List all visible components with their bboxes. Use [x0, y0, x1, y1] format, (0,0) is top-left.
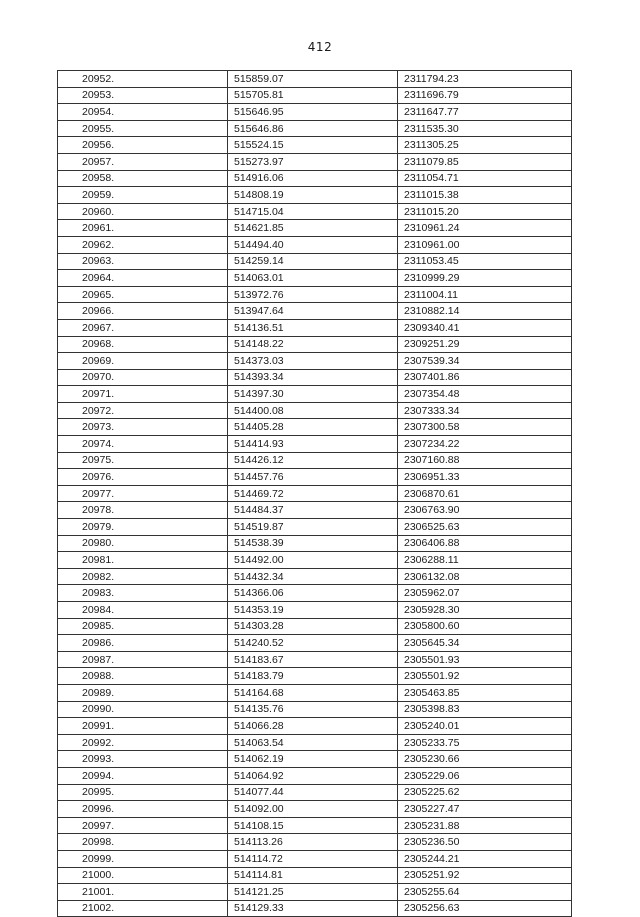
y-coordinate-cell: 2310882.14 — [398, 303, 572, 320]
x-coordinate-cell: 514303.28 — [228, 618, 398, 635]
point-number-cell: 20992. — [58, 734, 228, 751]
y-coordinate-cell: 2306763.90 — [398, 502, 572, 519]
point-number-cell: 20973. — [58, 419, 228, 436]
x-coordinate-cell: 514621.85 — [228, 220, 398, 237]
y-coordinate-cell: 2307160.88 — [398, 452, 572, 469]
y-coordinate-cell: 2306288.11 — [398, 552, 572, 569]
y-coordinate-cell: 2307354.48 — [398, 386, 572, 403]
table-row — [58, 452, 572, 469]
y-coordinate-cell: 2305229.06 — [398, 767, 572, 784]
point-number-cell: 20980. — [58, 535, 228, 552]
y-coordinate-cell: 2305800.60 — [398, 618, 572, 635]
point-number-cell: 20967. — [58, 319, 228, 336]
x-coordinate-cell: 515646.86 — [228, 120, 398, 137]
table-row — [58, 104, 572, 121]
point-number-cell: 20974. — [58, 436, 228, 453]
table-row — [58, 602, 572, 619]
y-coordinate-cell: 2311015.20 — [398, 203, 572, 220]
x-coordinate-cell: 513972.76 — [228, 286, 398, 303]
table-row — [58, 568, 572, 585]
y-coordinate-cell: 2307234.22 — [398, 436, 572, 453]
point-number-cell: 20987. — [58, 651, 228, 668]
y-coordinate-cell: 2307300.58 — [398, 419, 572, 436]
point-number-cell: 20969. — [58, 353, 228, 370]
point-number-cell: 20966. — [58, 303, 228, 320]
table-row — [58, 469, 572, 486]
x-coordinate-cell: 514113.26 — [228, 834, 398, 851]
table-row — [58, 220, 572, 237]
point-number-cell: 20991. — [58, 718, 228, 735]
y-coordinate-cell: 2311054.71 — [398, 170, 572, 187]
y-coordinate-cell: 2307539.34 — [398, 353, 572, 370]
point-number-cell: 20954. — [58, 104, 228, 121]
point-number-cell: 20984. — [58, 602, 228, 619]
table-row — [58, 502, 572, 519]
x-coordinate-cell: 514183.67 — [228, 651, 398, 668]
table-row — [58, 850, 572, 867]
table-row — [58, 436, 572, 453]
y-coordinate-cell: 2305233.75 — [398, 734, 572, 751]
point-number-cell: 20985. — [58, 618, 228, 635]
y-coordinate-cell: 2311015.38 — [398, 187, 572, 204]
table-row — [58, 784, 572, 801]
table-row — [58, 834, 572, 851]
y-coordinate-cell: 2305231.88 — [398, 817, 572, 834]
x-coordinate-cell: 514063.01 — [228, 270, 398, 287]
y-coordinate-cell: 2310999.29 — [398, 270, 572, 287]
x-coordinate-cell: 514715.04 — [228, 203, 398, 220]
table-row — [58, 734, 572, 751]
table-row — [58, 668, 572, 685]
x-coordinate-cell: 514457.76 — [228, 469, 398, 486]
table-row — [58, 303, 572, 320]
y-coordinate-cell: 2305225.62 — [398, 784, 572, 801]
x-coordinate-cell: 514353.19 — [228, 602, 398, 619]
x-coordinate-cell: 514808.19 — [228, 187, 398, 204]
y-coordinate-cell: 2306525.63 — [398, 519, 572, 536]
table-row — [58, 651, 572, 668]
x-coordinate-cell: 514492.00 — [228, 552, 398, 569]
point-number-cell: 20970. — [58, 369, 228, 386]
x-coordinate-cell: 514064.92 — [228, 767, 398, 784]
table-row — [58, 286, 572, 303]
page-number: 412 — [307, 40, 333, 54]
x-coordinate-cell: 514519.87 — [228, 519, 398, 536]
x-coordinate-cell: 514063.54 — [228, 734, 398, 751]
table-row — [58, 585, 572, 602]
point-number-cell: 20957. — [58, 153, 228, 170]
x-coordinate-cell: 514397.30 — [228, 386, 398, 403]
table-row — [58, 519, 572, 536]
y-coordinate-cell: 2305240.01 — [398, 718, 572, 735]
point-number-cell: 20977. — [58, 485, 228, 502]
y-coordinate-cell: 2305501.92 — [398, 668, 572, 685]
table-row — [58, 137, 572, 154]
point-number-cell: 20972. — [58, 402, 228, 419]
table-row — [58, 535, 572, 552]
table-row — [58, 120, 572, 137]
table-row — [58, 485, 572, 502]
table-row — [58, 900, 572, 917]
table-row — [58, 203, 572, 220]
point-number-cell: 20960. — [58, 203, 228, 220]
y-coordinate-cell: 2305230.66 — [398, 751, 572, 768]
table-row — [58, 552, 572, 569]
x-coordinate-cell: 514538.39 — [228, 535, 398, 552]
x-coordinate-cell: 514164.68 — [228, 684, 398, 701]
y-coordinate-cell: 2306951.33 — [398, 469, 572, 486]
point-number-cell: 20988. — [58, 668, 228, 685]
x-coordinate-cell: 514148.22 — [228, 336, 398, 353]
x-coordinate-cell: 514135.76 — [228, 701, 398, 718]
point-number-cell: 20989. — [58, 684, 228, 701]
point-number-cell: 20978. — [58, 502, 228, 519]
y-coordinate-cell: 2311053.45 — [398, 253, 572, 270]
point-number-cell: 20995. — [58, 784, 228, 801]
y-coordinate-cell: 2305236.50 — [398, 834, 572, 851]
y-coordinate-cell: 2305227.47 — [398, 801, 572, 818]
point-number-cell: 20994. — [58, 767, 228, 784]
y-coordinate-cell: 2309251.29 — [398, 336, 572, 353]
y-coordinate-cell: 2311305.25 — [398, 137, 572, 154]
point-number-cell: 20965. — [58, 286, 228, 303]
x-coordinate-cell: 514469.72 — [228, 485, 398, 502]
table-row — [58, 701, 572, 718]
y-coordinate-cell: 2305962.07 — [398, 585, 572, 602]
table-row — [58, 884, 572, 901]
table-row — [58, 635, 572, 652]
x-coordinate-cell: 515859.07 — [228, 71, 398, 88]
x-coordinate-cell: 514426.12 — [228, 452, 398, 469]
x-coordinate-cell: 514405.28 — [228, 419, 398, 436]
x-coordinate-cell: 514240.52 — [228, 635, 398, 652]
table-row — [58, 718, 572, 735]
table-row — [58, 767, 572, 784]
table-row — [58, 817, 572, 834]
point-number-cell: 20963. — [58, 253, 228, 270]
point-number-cell: 20962. — [58, 236, 228, 253]
coordinates-table-container — [57, 70, 571, 917]
y-coordinate-cell: 2311794.23 — [398, 71, 572, 88]
x-coordinate-cell: 514484.37 — [228, 502, 398, 519]
point-number-cell: 20976. — [58, 469, 228, 486]
y-coordinate-cell: 2311647.77 — [398, 104, 572, 121]
table-row — [58, 402, 572, 419]
y-coordinate-cell: 2305928.30 — [398, 602, 572, 619]
x-coordinate-cell: 514121.25 — [228, 884, 398, 901]
x-coordinate-cell: 514494.40 — [228, 236, 398, 253]
point-number-cell: 20997. — [58, 817, 228, 834]
table-row — [58, 87, 572, 104]
x-coordinate-cell: 514259.14 — [228, 253, 398, 270]
table-row — [58, 353, 572, 370]
point-number-cell: 20961. — [58, 220, 228, 237]
y-coordinate-cell: 2306406.88 — [398, 535, 572, 552]
x-coordinate-cell: 514414.93 — [228, 436, 398, 453]
y-coordinate-cell: 2311696.79 — [398, 87, 572, 104]
x-coordinate-cell: 514114.81 — [228, 867, 398, 884]
table-row — [58, 170, 572, 187]
table-row — [58, 618, 572, 635]
x-coordinate-cell: 514136.51 — [228, 319, 398, 336]
point-number-cell: 20964. — [58, 270, 228, 287]
point-number-cell: 20999. — [58, 850, 228, 867]
table-row — [58, 751, 572, 768]
x-coordinate-cell: 514183.79 — [228, 668, 398, 685]
table-row — [58, 71, 572, 88]
table-row — [58, 253, 572, 270]
x-coordinate-cell: 514400.08 — [228, 402, 398, 419]
y-coordinate-cell: 2311535.30 — [398, 120, 572, 137]
y-coordinate-cell: 2311004.11 — [398, 286, 572, 303]
point-number-cell: 20959. — [58, 187, 228, 204]
x-coordinate-cell: 515273.97 — [228, 153, 398, 170]
x-coordinate-cell: 515524.15 — [228, 137, 398, 154]
table-row — [58, 319, 572, 336]
table-row — [58, 867, 572, 884]
x-coordinate-cell: 514092.00 — [228, 801, 398, 818]
coordinates-table — [57, 70, 572, 917]
table-row — [58, 270, 572, 287]
point-number-cell: 20971. — [58, 386, 228, 403]
point-number-cell: 20996. — [58, 801, 228, 818]
y-coordinate-cell: 2305645.34 — [398, 635, 572, 652]
point-number-cell: 20979. — [58, 519, 228, 536]
y-coordinate-cell: 2305398.83 — [398, 701, 572, 718]
y-coordinate-cell: 2307401.86 — [398, 369, 572, 386]
y-coordinate-cell: 2307333.34 — [398, 402, 572, 419]
point-number-cell: 20968. — [58, 336, 228, 353]
point-number-cell: 21002. — [58, 900, 228, 917]
point-number-cell: 20952. — [58, 71, 228, 88]
point-number-cell: 20981. — [58, 552, 228, 569]
x-coordinate-cell: 514077.44 — [228, 784, 398, 801]
x-coordinate-cell: 514432.34 — [228, 568, 398, 585]
table-row — [58, 419, 572, 436]
x-coordinate-cell: 514393.34 — [228, 369, 398, 386]
y-coordinate-cell: 2306870.61 — [398, 485, 572, 502]
x-coordinate-cell: 514129.33 — [228, 900, 398, 917]
x-coordinate-cell: 514114.72 — [228, 850, 398, 867]
y-coordinate-cell: 2305463.85 — [398, 684, 572, 701]
x-coordinate-cell: 513947.64 — [228, 303, 398, 320]
table-row — [58, 369, 572, 386]
table-row — [58, 801, 572, 818]
y-coordinate-cell: 2309340.41 — [398, 319, 572, 336]
x-coordinate-cell: 514108.15 — [228, 817, 398, 834]
y-coordinate-cell: 2311079.85 — [398, 153, 572, 170]
table-row — [58, 386, 572, 403]
point-number-cell: 20953. — [58, 87, 228, 104]
point-number-cell: 20955. — [58, 120, 228, 137]
table-row — [58, 336, 572, 353]
y-coordinate-cell: 2305251.92 — [398, 867, 572, 884]
x-coordinate-cell: 514916.06 — [228, 170, 398, 187]
point-number-cell: 20956. — [58, 137, 228, 154]
y-coordinate-cell: 2310961.24 — [398, 220, 572, 237]
x-coordinate-cell: 515646.95 — [228, 104, 398, 121]
y-coordinate-cell: 2305244.21 — [398, 850, 572, 867]
point-number-cell: 20998. — [58, 834, 228, 851]
x-coordinate-cell: 514373.03 — [228, 353, 398, 370]
x-coordinate-cell: 514062.19 — [228, 751, 398, 768]
table-body — [58, 71, 572, 917]
point-number-cell: 20990. — [58, 701, 228, 718]
table-row — [58, 153, 572, 170]
y-coordinate-cell: 2305256.63 — [398, 900, 572, 917]
point-number-cell: 20958. — [58, 170, 228, 187]
y-coordinate-cell: 2305501.93 — [398, 651, 572, 668]
y-coordinate-cell: 2305255.64 — [398, 884, 572, 901]
x-coordinate-cell: 514366.06 — [228, 585, 398, 602]
x-coordinate-cell: 514066.28 — [228, 718, 398, 735]
point-number-cell: 20986. — [58, 635, 228, 652]
point-number-cell: 20975. — [58, 452, 228, 469]
table-row — [58, 187, 572, 204]
x-coordinate-cell: 515705.81 — [228, 87, 398, 104]
table-row — [58, 236, 572, 253]
table-row — [58, 684, 572, 701]
point-number-cell: 21000. — [58, 867, 228, 884]
point-number-cell: 20993. — [58, 751, 228, 768]
point-number-cell: 21001. — [58, 884, 228, 901]
point-number-cell: 20982. — [58, 568, 228, 585]
y-coordinate-cell: 2306132.08 — [398, 568, 572, 585]
point-number-cell: 20983. — [58, 585, 228, 602]
y-coordinate-cell: 2310961.00 — [398, 236, 572, 253]
